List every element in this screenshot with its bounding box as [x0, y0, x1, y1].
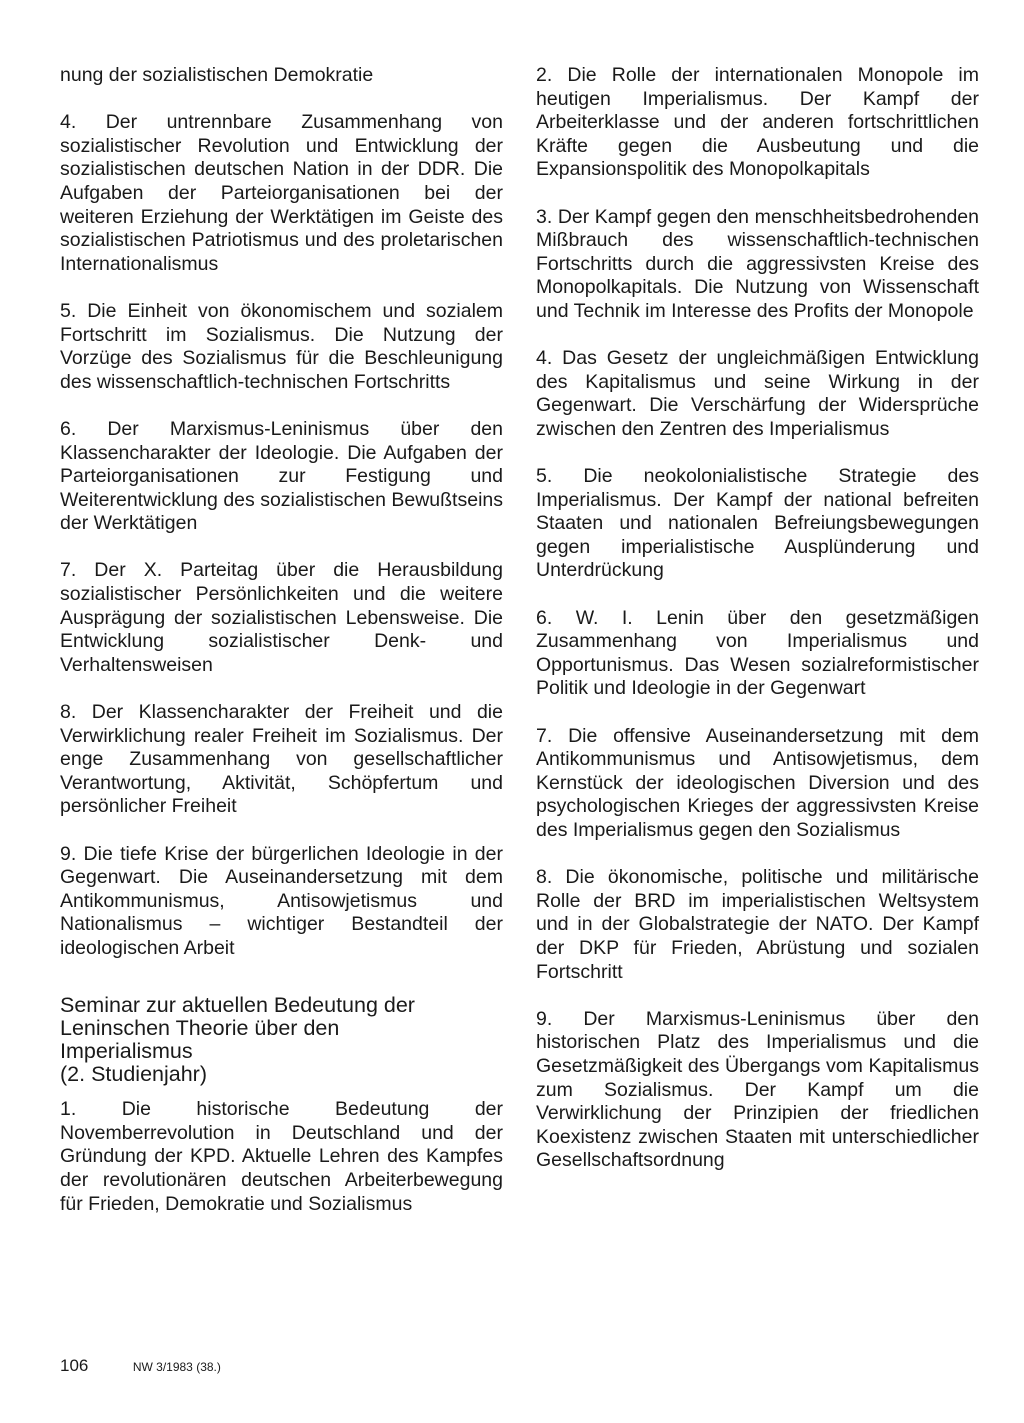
list-item: 6. W. I. Lenin über den gesetzmäßigen Zusammenhang von Imperialismus und Opportunismus. Das Wesen sozialreformistischer Politik und Ideologie in der Gegenwart — [536, 606, 979, 700]
list-item: 7. Die offensive Auseinandersetzung mit dem Antikommunismus und Antisowjetismus, dem Kernstück der ideologischen Diversion und des psychologischen Krieges der aggressivsten Kreise des Imperialismus gegen den Sozialismus — [536, 724, 979, 841]
seminar-heading-line: (2. Studienjahr) — [60, 1062, 207, 1087]
continuation-text: nung der sozialistischen Demokratie — [60, 64, 374, 86]
page-footer — [60, 1356, 221, 1376]
list-item: 3. Der Kampf gegen den menschheitsbedrohenden Mißbrauch des wissenschaftlich-technischen Fortschritts durch die aggressivsten Kreise des Monopolkapitals. Die Nutzung von Wissenschaft und Technik im Interesse des Profits der Monopole — [536, 205, 979, 322]
list-item: 2. Die Rolle der internationalen Monopole im heutigen Imperialismus. Der Kampf der Arbeiterklasse und der anderen fortschrittlichen Kräfte gegen die Ausbeutung und die Expansionspolitik des Monopolkapitals — [536, 64, 979, 181]
seminar-heading — [60, 984, 503, 1098]
seminar-heading-line: Seminar zur aktuellen Bedeutung der — [60, 993, 415, 1018]
list-item: 4. Der untrennbare Zusammenhang von sozialistischer Revolution und Entwicklung der sozialistischen deutschen Nation in der DDR. Die Aufgaben der Parteiorganisationen bei der weiteren Erziehung der Werktätigen im Geiste des sozialistischen Patriotismus und des proletarischen Internationalismus — [60, 111, 503, 275]
list-item: 4. Das Gesetz der ungleichmäßigen Entwicklung des Kapitalismus und seine Wirkung in der Gegenwart. Die Verschärfung der Widersprüche zwischen den Zentren des Imperialismus — [536, 347, 979, 440]
page-number: 106 — [60, 1356, 89, 1375]
list-item: 8. Der Klassencharakter der Freiheit und die Verwirklichung realer Freiheit im Sozialismus. Der enge Zusammenhang von gesellschaftlicher Verantwortung, Aktivität, Schöpfertum und persönlicher Freiheit — [60, 701, 503, 818]
right-column — [536, 64, 979, 1173]
list-item: 7. Der X. Parteitag über die Herausbildung sozialistischer Persönlichkeiten und die weitere Ausprägung der sozialistischen Lebensweise. Die Entwicklung sozialistischer Denk- und Verhaltensweisen — [60, 559, 503, 676]
list-item: 5. Die Einheit von ökonomischem und sozialem Fortschritt im Sozialismus. Die Nutzung der Vorzüge des Sozialismus für die Beschleunigung des wissenschaftlich-technischen Fortschritts — [60, 299, 503, 393]
left-column — [60, 64, 503, 1216]
list-item: 9. Die tiefe Krise der bürgerlichen Ideologie in der Gegenwart. Die Auseinandersetzung mit dem Antikommunismus, Antisowjetismus und Nationalismus – wichtiger Bestandteil der ideologischen Arbeit — [60, 842, 503, 959]
list-item: 5. Die neokolonialistische Strategie des Imperialismus. Der Kampf der national befreiten Staaten und nationalen Befreiungsbewegungen gegen imperialistische Ausplünderung und Unterdrückung — [536, 465, 979, 582]
list-item: 6. Der Marxismus-Leninismus über den Klassencharakter der Ideologie. Die Aufgaben der Parteiorganisationen zur Festigung und Weiterentwicklung des sozialistischen Bewußtseins der Werktätigen — [60, 417, 503, 535]
seminar-heading-line: Imperialismus — [60, 1039, 193, 1064]
issue-label: NW 3/1983 (38.) — [132, 1360, 221, 1374]
seminar-heading-line: Leninschen Theorie über den — [60, 1016, 340, 1041]
list-item: 8. Die ökonomische, politische und militärische Rolle der BRD im imperialistischen Weltsystem und in der Globalstrategie der NATO. Der Kampf der DKP für Frieden, Abrüstung und sozialen Fortschritt — [536, 866, 979, 983]
seminar-list-item: 1. Die historische Bedeutung der Novemberrevolution in Deutschland und der Gründung der KPD. Aktuelle Lehren des Kampfes der revolutionären deutschen Arbeiterbewegung für Frieden, Demokratie und Sozialismus — [60, 1098, 503, 1215]
list-item: 9. Der Marxismus-Leninismus über den historischen Platz des Imperialismus und die Gesetzmäßigkeit des Übergangs vom Kapitalismus zum Sozialismus. Der Kampf um die Verwirklichung der Prinzipien der friedlichen Koexistenz zwischen Staaten mit unterschiedlicher Gesellschaftsordnung — [536, 1007, 979, 1172]
